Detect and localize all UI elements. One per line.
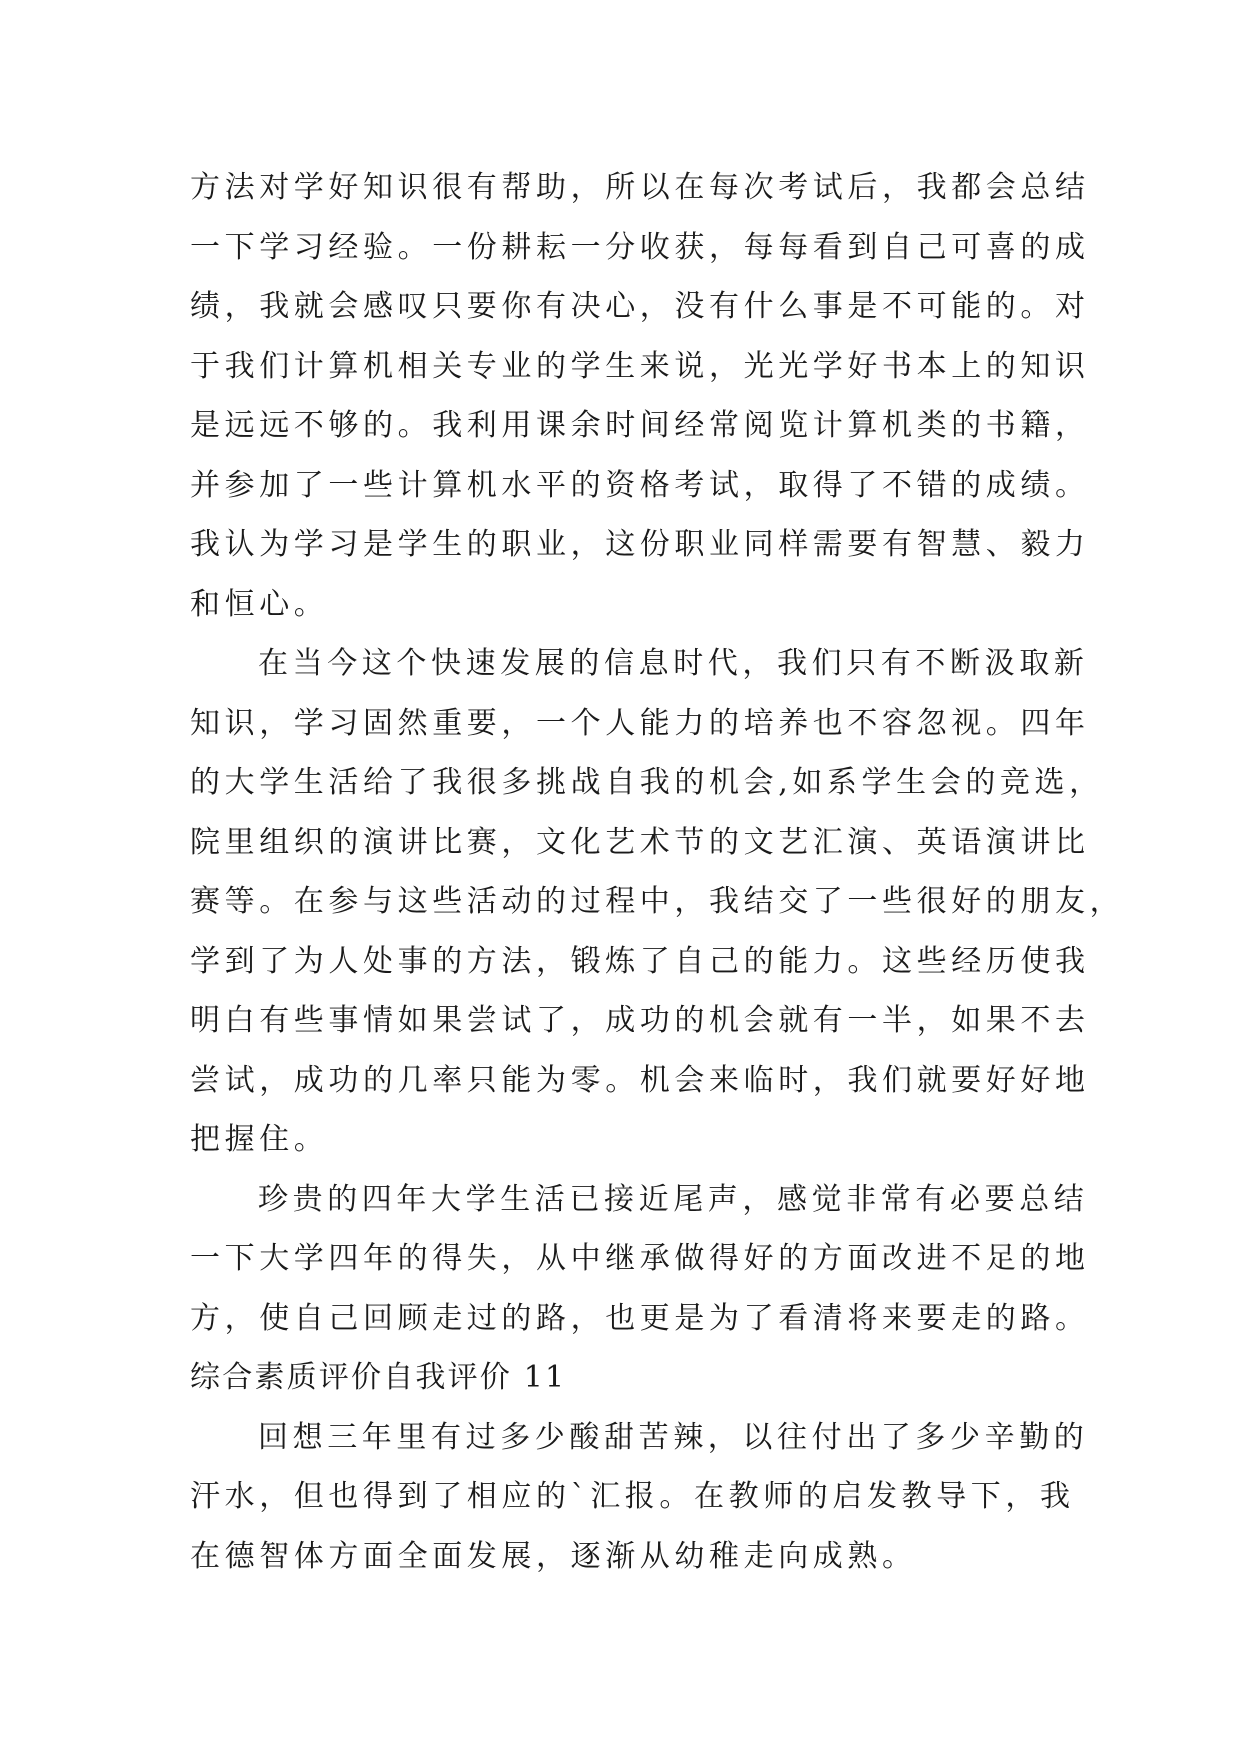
text-line: 一下学习经验。一份耕耘一分收获，每每看到自己可喜的成 — [190, 229, 1090, 265]
text-line: 在当今这个快速发展的信息时代，我们只有不断汲取新 — [258, 646, 1089, 681]
section-heading — [190, 1348, 1050, 1408]
text-line: 明白有些事情如果尝试了，成功的机会就有一半，如果不去 — [190, 1003, 1090, 1038]
text-line: 知识，学习固然重要，一个人能力的培养也不容忽视。四年 — [190, 705, 1090, 741]
paragraph-4 — [190, 1408, 1089, 1587]
text-line: 绩，我就会感叹只要你有决心，没有什么事是不可能的。对 — [190, 289, 1090, 324]
text-line: 珍贵的四年大学生活已接近尾声，感觉非常有必要总结 — [258, 1181, 1089, 1217]
text-line: 的大学生活给了我很多挑战自我的机会,如系学生会的竞选， — [190, 765, 1104, 800]
text-line: 回想三年里有过多少酸甜苦辣，以往付出了多少辛勤的 — [258, 1419, 1089, 1455]
paragraph-3 — [190, 1170, 1090, 1349]
text-line: 方，使自己回顾走过的路，也更是为了看清将来要走的路。 — [190, 1300, 1090, 1336]
text-line: 把握住。 — [190, 1122, 329, 1157]
text-line: 和恒心。 — [190, 586, 329, 622]
text-line: 尝试，成功的几率只能为零。机会来临时，我们就要好好地 — [190, 1062, 1090, 1098]
text-line: 赛等。在参与这些活动的过程中，我结交了一些很好的朋友， — [190, 884, 1125, 919]
heading-text: 综合素质评价自我评价 11 — [190, 1360, 567, 1395]
text-line: 我认为学习是学生的职业，这份职业同样需要有智慧、毅力 — [190, 527, 1090, 562]
text-line: 院里组织的演讲比赛，文化艺术节的文艺汇演、英语演讲比 — [190, 824, 1090, 860]
text-line: 是远远不够的。我利用课余时间经常阅览计算机类的书籍， — [190, 408, 1090, 443]
paragraph-1 — [190, 158, 1090, 634]
text-line: 并参加了一些计算机水平的资格考试，取得了不错的成绩。 — [190, 467, 1090, 503]
document-body — [190, 158, 1125, 1586]
text-line: 一下大学四年的得失，从中继承做得好的方面改进不足的地 — [190, 1241, 1090, 1276]
text-line: 于我们计算机相关专业的学生来说，光光学好书本上的知识 — [190, 348, 1090, 384]
text-line: 方法对学好知识很有帮助，所以在每次考试后，我都会总结 — [190, 170, 1090, 205]
text-line: 在德智体方面全面发展，逐渐从幼稚走向成熟。 — [190, 1538, 917, 1574]
paragraph-2 — [190, 634, 1125, 1170]
text-line: 汗水，但也得到了相应的`汇报。在教师的启发教导下，我 — [190, 1479, 1075, 1514]
text-line: 学到了为人处事的方法，锻炼了自己的能力。这些经历使我 — [190, 943, 1090, 979]
